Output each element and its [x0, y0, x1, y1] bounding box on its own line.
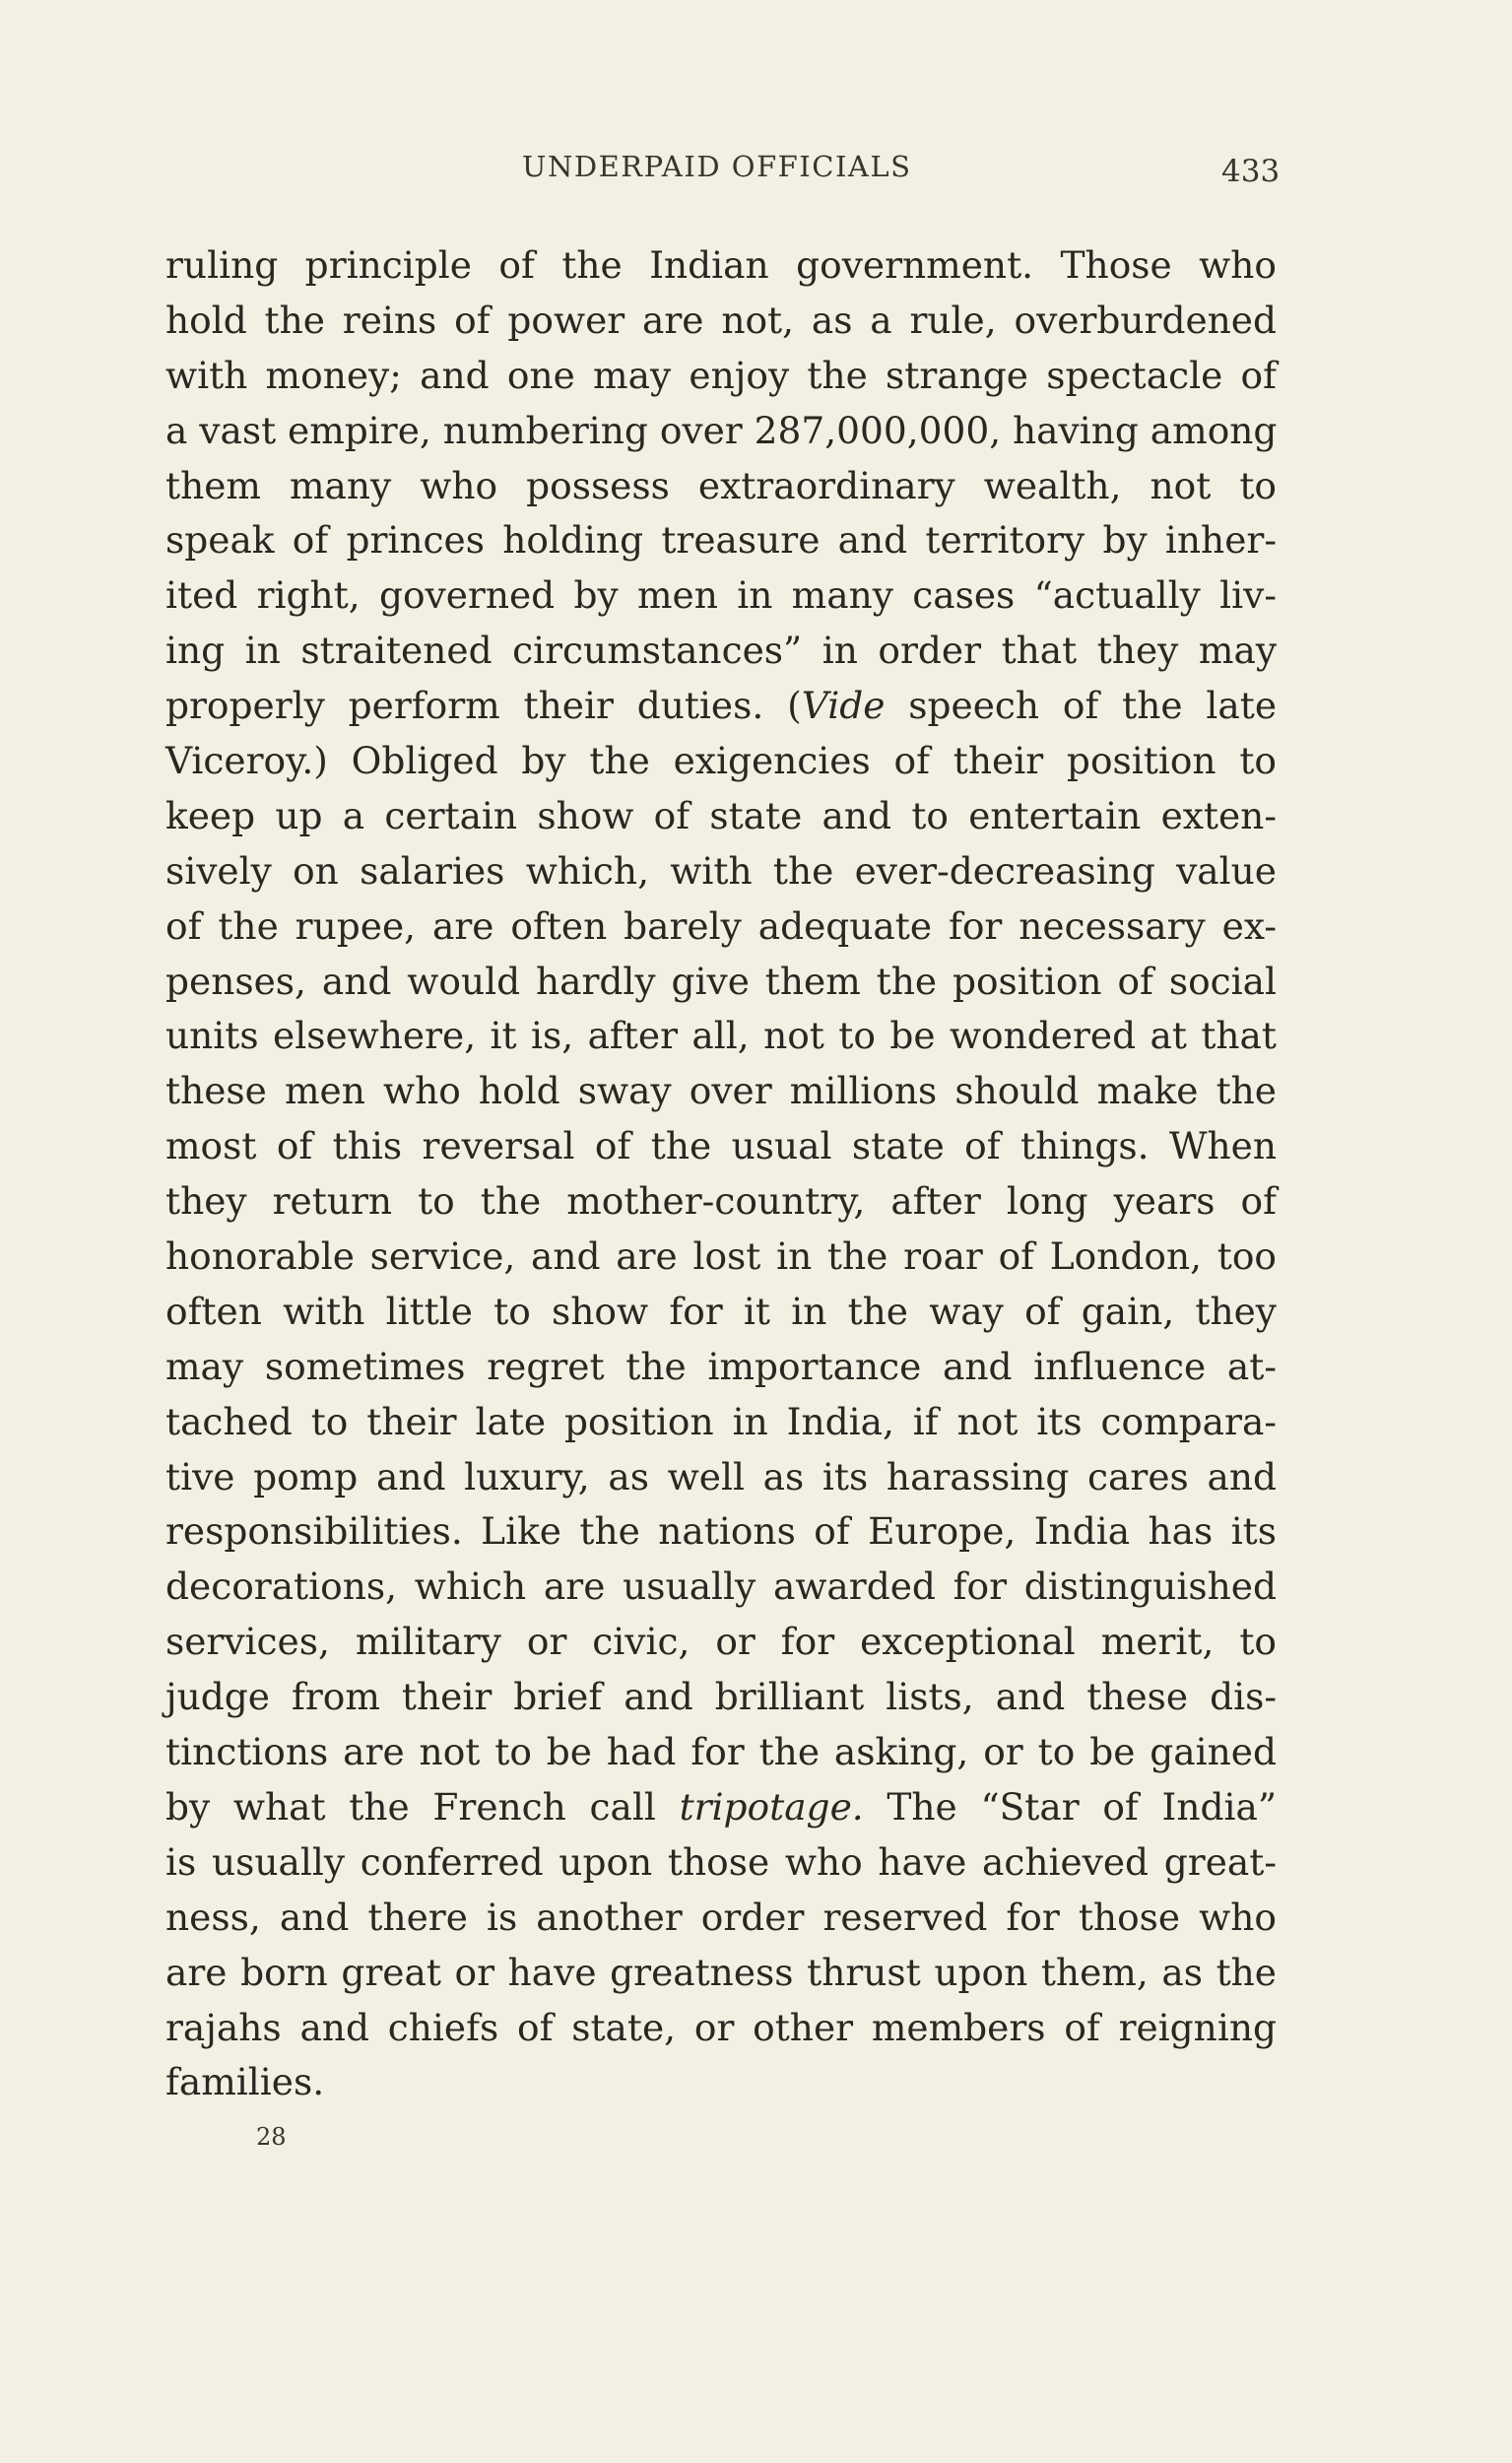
text-line: [165, 679, 1277, 734]
signature-mark: 28: [256, 2123, 287, 2151]
text-line: them many who possess extraordinary wealth, not to: [165, 463, 1277, 507]
text-line: services, military or civic, or for exceptional merit, to: [165, 1620, 1277, 1664]
text-line: units elsewhere, it is, after all, not to be wondered at that: [165, 1014, 1277, 1058]
text-line: they return to the mother-country, after long years of: [165, 1179, 1277, 1224]
text-line: tached to their late position in India, if not its compara-: [165, 1399, 1277, 1443]
text-segment: (: [787, 684, 802, 728]
text-line: Viceroy.) Obliged by the exigencies of their position to: [165, 739, 1277, 783]
text-line: with money; and one may enjoy the strange spectacle of: [165, 353, 1277, 397]
text-line: ing in straitened circumstances” in order that they may: [165, 629, 1277, 673]
body-text: [165, 238, 1277, 2110]
text-line: [165, 1780, 1277, 1835]
text-line: penses, and would hardly give them the position of social: [165, 959, 1277, 1003]
text-line: a vast empire, numbering over 287,000,000, having among: [165, 408, 1278, 452]
text-line: responsibilities. Like the nations of Europe, India has its: [165, 1509, 1277, 1554]
text-line: is usually conferred upon those who have achieved great-: [165, 1839, 1277, 1884]
italic-word: Vide: [801, 684, 886, 728]
text-line: ness, and there is another order reserved for those who: [165, 1895, 1277, 1939]
text-line: these men who hold sway over millions should make the: [165, 1069, 1277, 1113]
text-line: speak of princes holding treasure and territory by inher-: [165, 518, 1277, 563]
page-number: 433: [1221, 154, 1281, 189]
text-line: families.: [165, 2060, 325, 2104]
text-line: sively on salaries which, with the ever-decreasing value: [165, 848, 1277, 893]
text-line: keep up a certain show of state and to entertain exten-: [165, 793, 1277, 837]
text-line: ruling principle of the Indian government. Those who: [165, 243, 1277, 287]
text-segment: speech of the late: [908, 684, 1278, 728]
text-line: hold the reins of power are not, as a rule, overburdened: [165, 298, 1277, 342]
text-line: rajahs and chiefs of state, or other members of reigning: [165, 2005, 1277, 2049]
text-line: of the rupee, are often barely adequate for necessary ex-: [165, 903, 1277, 948]
text-segment: The “Star of India”: [887, 1784, 1277, 1829]
text-line: most of this reversal of the usual state of things. When: [165, 1124, 1277, 1168]
text-line: often with little to show for it in the way of gain, they: [165, 1289, 1277, 1333]
text-line: tinctions are not to be had for the asking, or to be gained: [165, 1730, 1277, 1774]
text-line: ited right, governed by men in many cases “actually liv-: [165, 573, 1277, 618]
text-line: decorations, which are usually awarded for distinguished: [165, 1564, 1277, 1609]
text-segment: by what the French call: [165, 1784, 656, 1829]
text-line: honorable service, and are lost in the roar of London, too: [165, 1234, 1277, 1279]
text-line: are born great or have greatness thrust upon them, as the: [165, 1950, 1277, 1994]
running-head: UNDERPAID OFFICIALS: [522, 150, 912, 183]
text-segment: properly perform their duties.: [165, 684, 764, 728]
text-line: judge from their brief and brilliant lists, and these dis-: [165, 1675, 1277, 1719]
italic-word: tripotage.: [679, 1784, 864, 1829]
text-line: may sometimes regret the importance and influence at-: [165, 1344, 1277, 1388]
text-line: tive pomp and luxury, as well as its harassing cares and: [165, 1454, 1277, 1498]
